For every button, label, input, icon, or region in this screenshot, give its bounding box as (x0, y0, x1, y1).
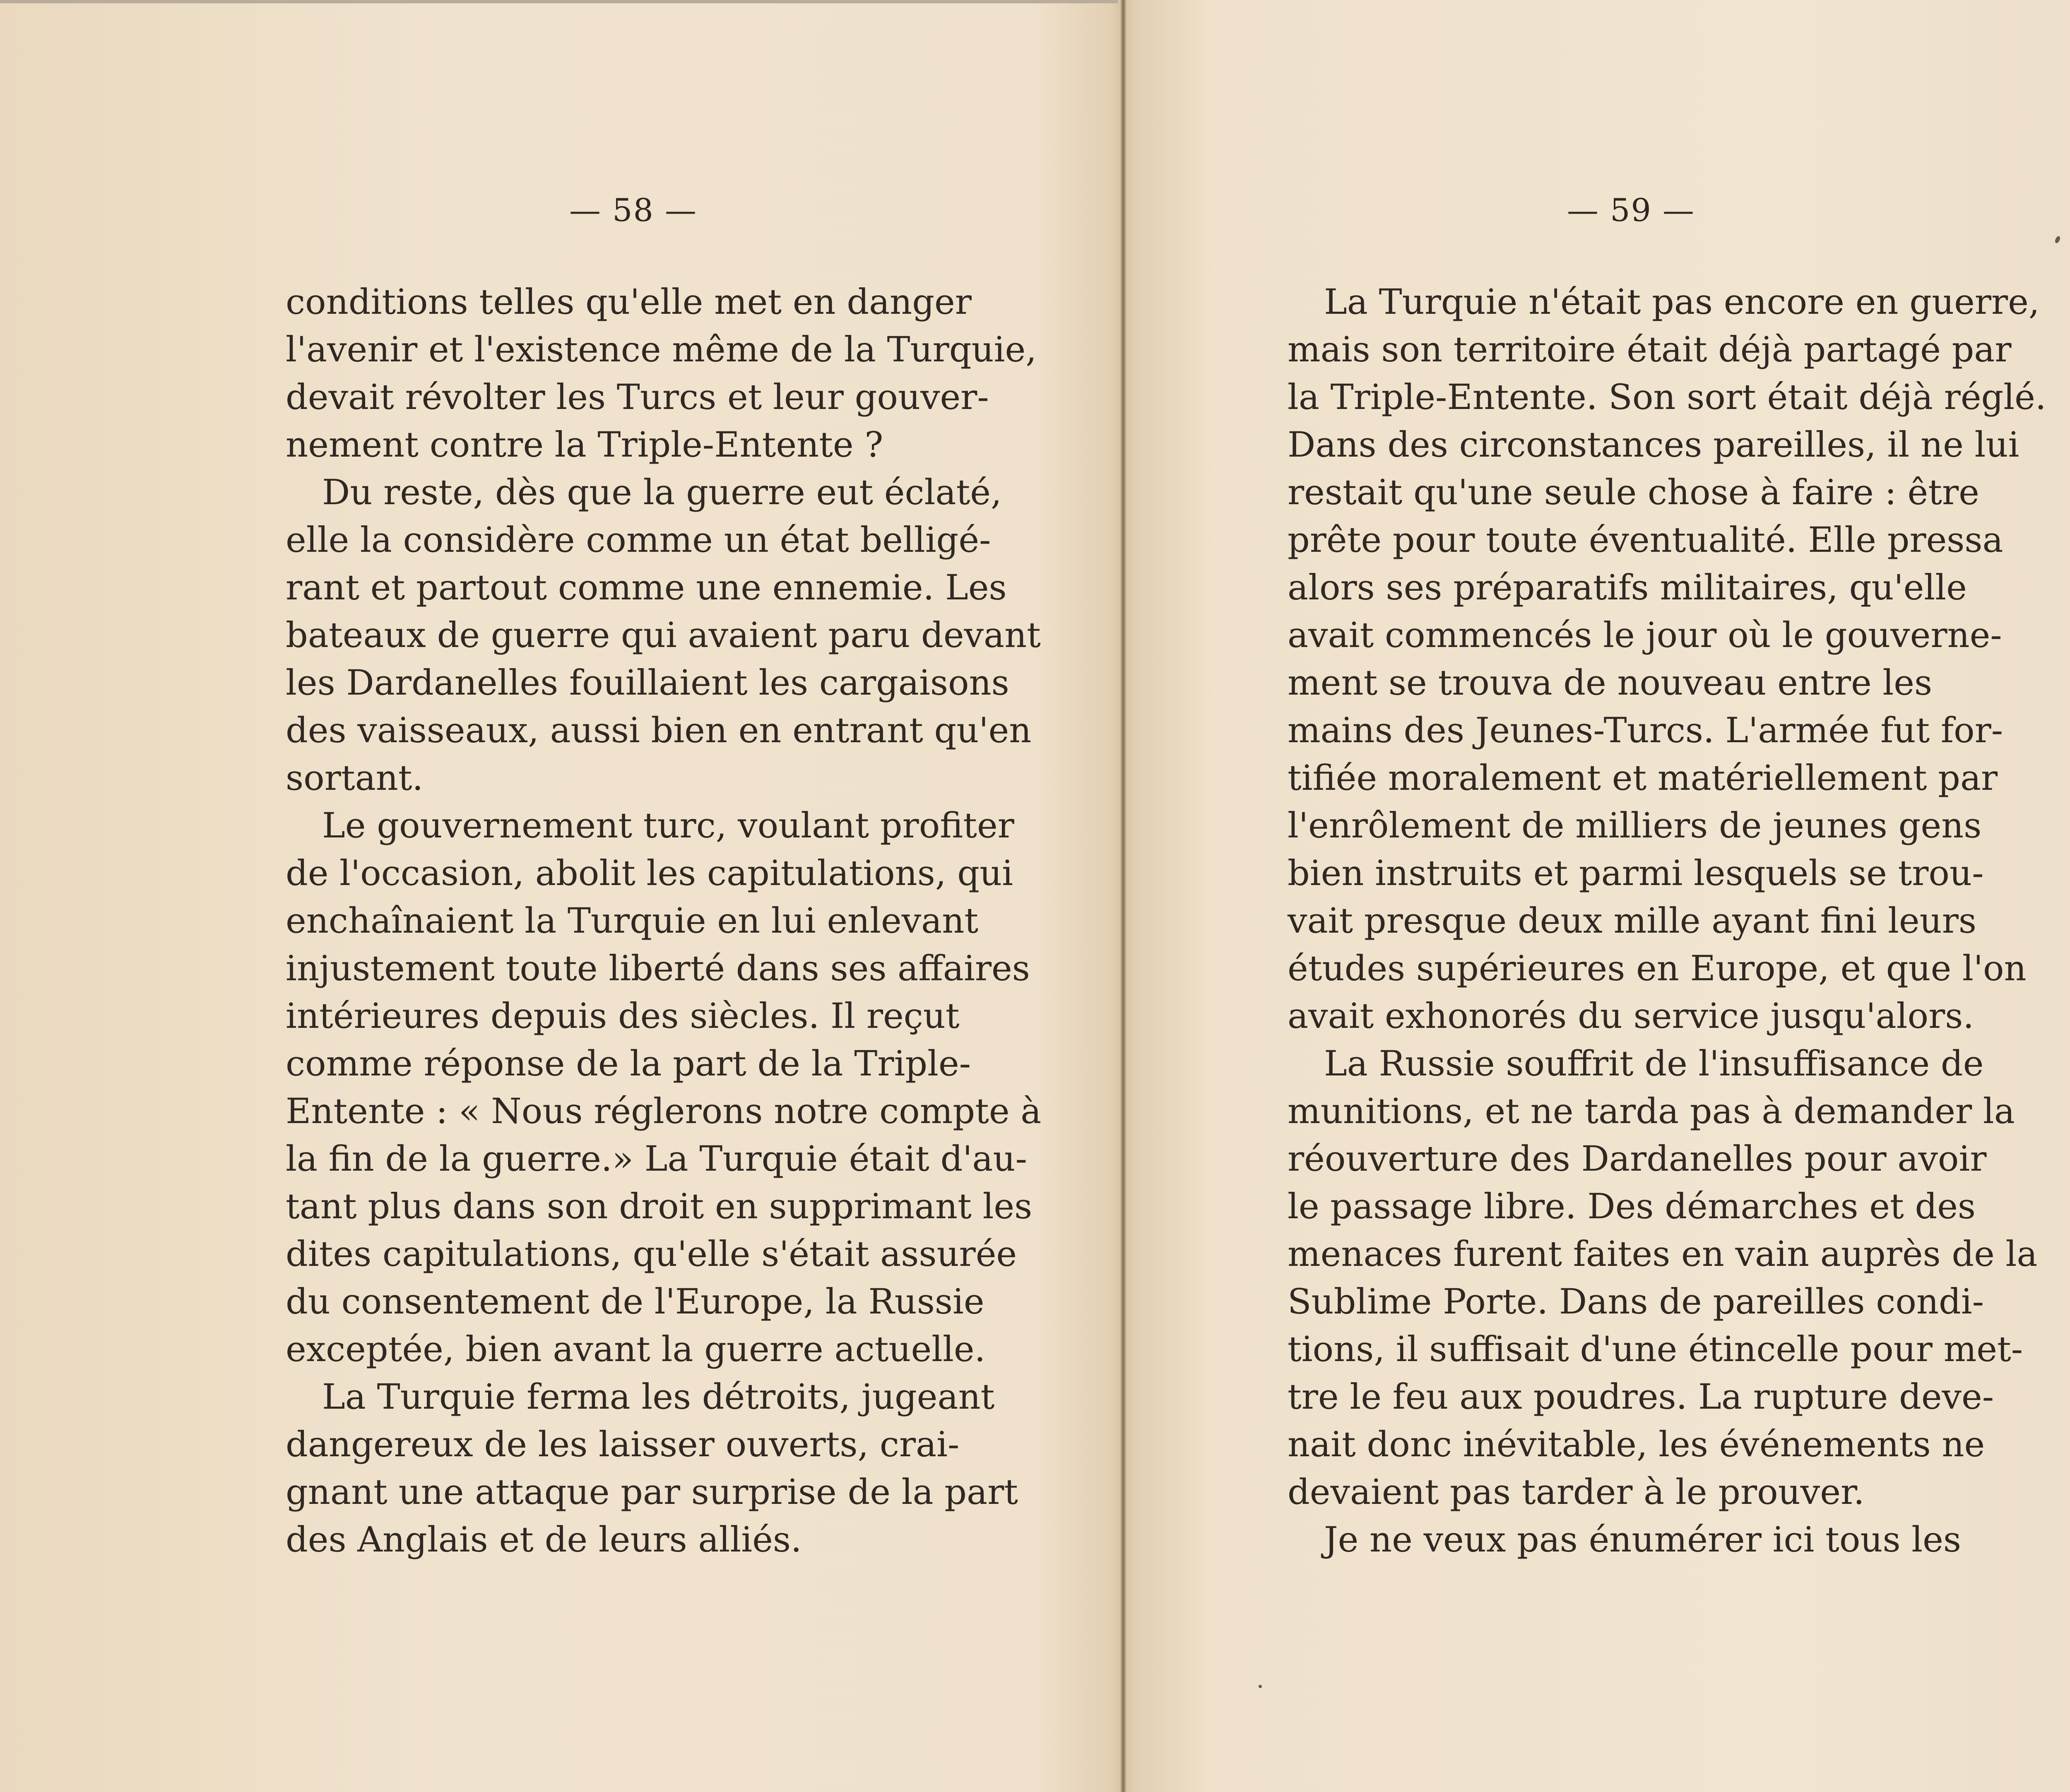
right-page (1126, 0, 2070, 1792)
text-line: sortant. (286, 758, 424, 798)
text-line: mais son territoire était déjà partagé par (1288, 329, 2012, 370)
text-line: l'enrôlement de milliers de jeunes gens (1288, 805, 1982, 846)
text-line: Je ne veux pas énumérer ici tous les (1324, 1519, 1961, 1560)
text-line: l'avenir et l'existence même de la Turquie, (286, 329, 1037, 370)
text-line: alors ses préparatifs militaires, qu'elle (1288, 567, 1967, 608)
text-line: Dans des circonstances pareilles, il ne lui (1288, 424, 2019, 465)
text-line: réouverture des Dardanelles pour avoir (1288, 1138, 1987, 1179)
right-page-text (1288, 278, 2046, 1563)
text-line: dangereux de les laisser ouverts, crai- (286, 1424, 960, 1465)
text-line: la fin de la guerre.» La Turquie était d'au- (286, 1138, 1027, 1179)
text-line: Sublime Porte. Dans de pareilles condi- (1288, 1281, 1984, 1322)
text-line: elle la considère comme un état belligé- (286, 520, 991, 560)
text-line: La Russie souffrit de l'insuffisance de (1324, 1043, 1984, 1084)
text-line: du consentement de l'Europe, la Russie (286, 1281, 984, 1322)
text-line: devait révolter les Turcs et leur gouver- (286, 377, 989, 417)
text-line: tre le feu aux poudres. La rupture deve- (1288, 1376, 1994, 1417)
text-line: comme réponse de la part de la Triple- (286, 1043, 971, 1084)
text-line: enchaînaient la Turquie en lui enlevant (286, 900, 979, 941)
text-line: tant plus dans son droit en supprimant les (286, 1186, 1033, 1227)
text-line: avait commencés le jour où le gouverne- (1288, 615, 2002, 655)
left-page-number: — 58 — (569, 192, 698, 229)
text-line: nement contre la Triple-Entente ? (286, 424, 883, 465)
ink-speck-mark (2054, 236, 2061, 244)
left-page-text (286, 278, 1042, 1563)
text-line: dites capitulations, qu'elle s'était assurée (286, 1234, 1017, 1274)
text-line: nait donc inévitable, les événements ne (1288, 1424, 1985, 1465)
text-line: études supérieures en Europe, et que l'on (1288, 948, 2027, 989)
text-line: injustement toute liberté dans ses affaires (286, 948, 1030, 989)
text-line: des vaisseaux, aussi bien en entrant qu'en (286, 710, 1032, 750)
text-line: tions, il suffisait d'une étincelle pour met- (1288, 1329, 2023, 1369)
text-line: ment se trouva de nouveau entre les (1288, 662, 1933, 703)
text-line: gnant une attaque par surprise de la part (286, 1472, 1018, 1512)
text-line: conditions telles qu'elle met en danger (286, 281, 972, 322)
text-line: bateaux de guerre qui avaient paru devant (286, 615, 1041, 655)
text-line: Le gouvernement turc, voulant profiter (322, 805, 1014, 846)
text-line: le passage libre. Des démarches et des (1288, 1186, 1976, 1227)
text-line: restait qu'une seule chose à faire : être (1288, 472, 1979, 512)
text-line: prête pour toute éventualité. Elle pressa (1288, 520, 2003, 560)
text-line: menaces furent faites en vain auprès de la (1288, 1234, 2038, 1274)
text-line: de l'occasion, abolit les capitulations, qui (286, 853, 1013, 893)
text-line: exceptée, bien avant la guerre actuelle. (286, 1329, 986, 1369)
text-line: devaient pas tarder à le prouver. (1288, 1472, 1865, 1512)
text-line: rant et partout comme une ennemie. Les (286, 567, 1007, 608)
text-line: La Turquie n'était pas encore en guerre, (1324, 281, 2040, 322)
text-line: Du reste, dès que la guerre eut éclaté, (322, 472, 1002, 512)
text-line: la Triple-Entente. Son sort était déjà réglé. (1288, 377, 2046, 417)
text-line: munitions, et ne tarda pas à demander la (1288, 1091, 2015, 1131)
text-line: avait exhonorés du service jusqu'alors. (1288, 996, 1974, 1036)
right-page-number: — 59 — (1567, 192, 1695, 229)
text-line: intérieures depuis des siècles. Il reçut (286, 996, 960, 1036)
text-line: La Turquie ferma les détroits, jugeant (322, 1376, 995, 1417)
text-line: tifiée moralement et matériellement par (1288, 758, 1998, 798)
book-spine (1120, 0, 1126, 1792)
ink-dot-mark (1258, 1684, 1263, 1689)
text-line: vait presque deux mille ayant fini leurs (1288, 900, 1977, 941)
text-line: les Dardanelles fouillaient les cargaisons (286, 662, 1009, 703)
text-line: des Anglais et de leurs alliés. (286, 1519, 802, 1560)
text-line: bien instruits et parmi lesquels se trou- (1288, 853, 1984, 893)
text-line: mains des Jeunes-Turcs. L'armée fut for- (1288, 710, 2003, 750)
text-line: Entente : « Nous réglerons notre compte à (286, 1091, 1042, 1131)
